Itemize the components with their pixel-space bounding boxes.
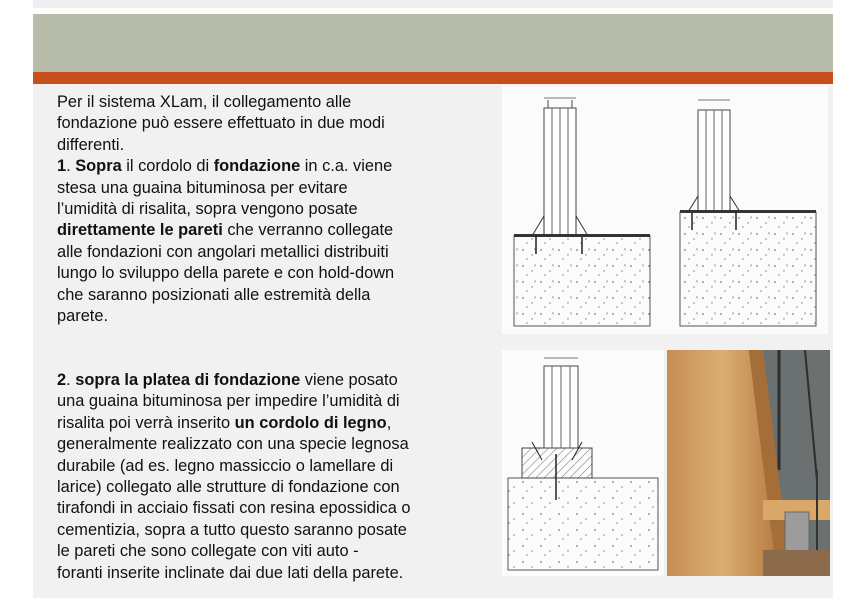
accent-bar [33,72,833,84]
p1-line: parete. [57,307,109,326]
bold-run: sopra la platea di fondazione [75,371,301,389]
p2-line: durabile (ad es. legno massiccio o lamellare di [57,456,394,475]
slide [33,14,833,598]
paragraph-1 [57,92,394,327]
text-run: il cordolo di [121,157,214,176]
item-number: 2 [57,371,67,389]
foundation-detail-svg [502,86,828,334]
header-band [33,14,833,72]
paragraph-2 [57,370,411,584]
p1-line: differenti. [57,135,125,154]
p1-line: che saranno posizionati alle estremità della [57,285,371,304]
text-run: risalita poi verrà inserito [57,413,235,432]
p1-line [57,156,394,177]
text-run: viene posato [300,371,398,389]
p1-line: Per il sistema XLam, il collegamento alle [57,93,352,111]
p2-line: una guaina bituminosa per impedire l’umidità di [57,392,400,411]
bold-run: un cordolo di legno [234,413,387,432]
p1-line: stesa una guaina bituminosa per evitare [57,178,348,197]
text-run: . [66,371,76,389]
p1-line [57,220,394,241]
wall-foundation-diagram [502,86,828,334]
photo-svg [667,350,830,576]
p1-line: fondazione può essere effettuato in due modi [57,114,385,133]
bold-run: Sopra [75,157,122,176]
p1-line: lungo lo sviluppo della parete e con hold-down [57,264,395,283]
bold-run: direttamente le pareti [57,221,223,240]
p2-line: cementizia, sopra a tutto questo saranno posate [57,520,407,539]
sill-detail-svg [502,350,664,576]
p2-line [57,370,411,391]
p2-line: le pareti che sono collegate con viti auto - [57,542,359,561]
p2-line: foranti inserite inclinate dai due lati della parete. [57,563,404,582]
top-strip [33,0,833,8]
text-run: , [386,413,392,432]
p1-line: l’umidità di risalita, sopra vengono posate [57,200,358,219]
p2-line: tirafondi in acciaio fissati con resina epossidica o [57,499,411,518]
bold-run: fondazione [213,157,301,176]
p2-line: generalmente realizzato con una specie legnosa [57,435,409,454]
p2-line [57,413,411,434]
wood-sill-diagram [502,350,664,576]
text-run: . [66,157,76,176]
p2-line: larice) collegato alle strutture di fondazione con [57,478,400,497]
item-number: 1 [57,157,67,176]
text-run: in c.a. viene [300,157,393,176]
construction-photo [667,350,830,576]
text-run: che verranno collegate [222,221,394,240]
p1-line: alle fondazioni con angolari metallici distribuiti [57,242,389,261]
